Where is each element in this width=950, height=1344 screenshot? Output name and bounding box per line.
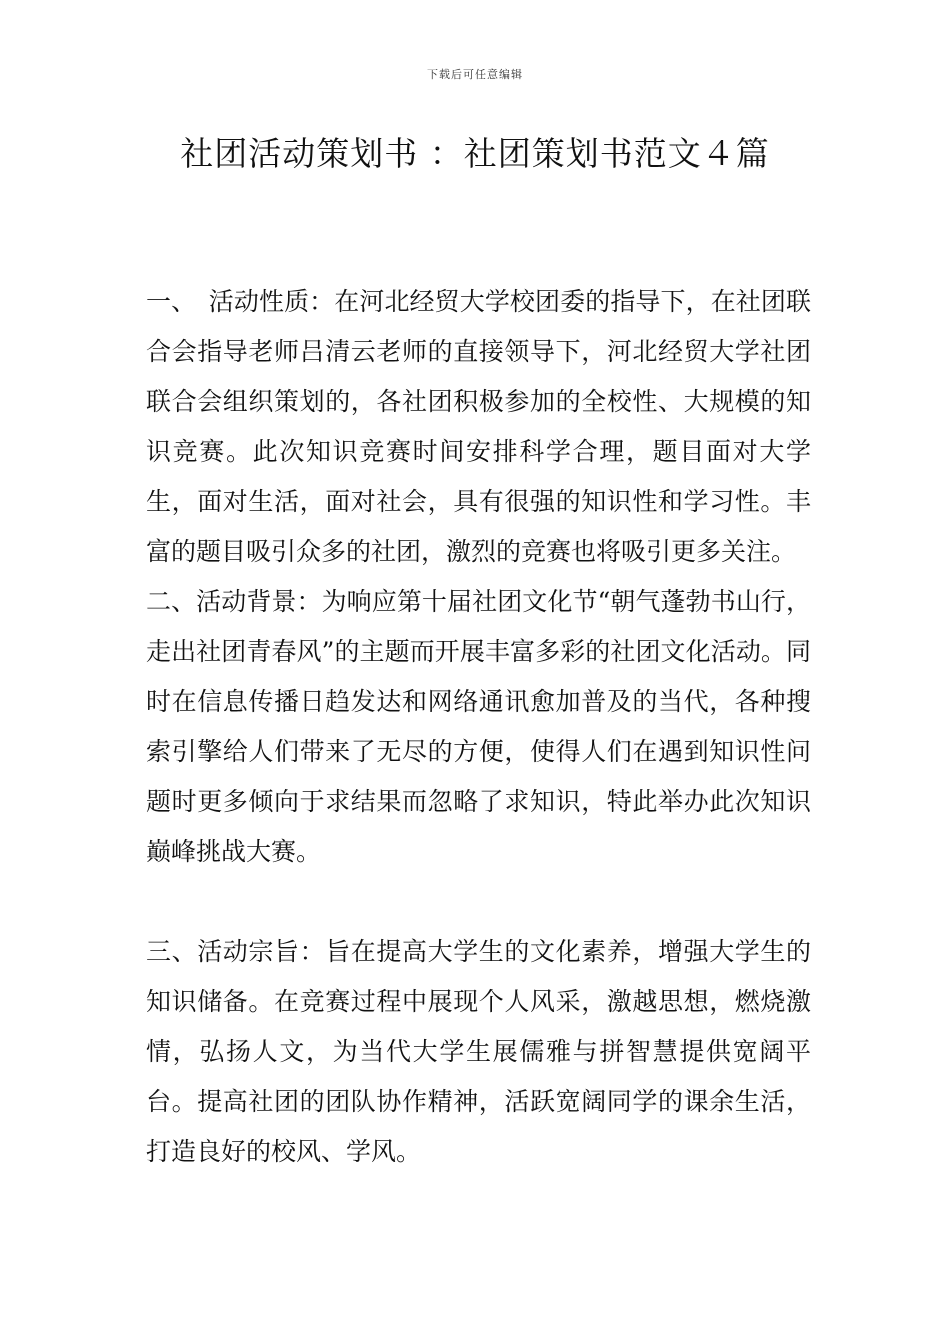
document-title: 社团活动策划书 ：社团策划书范文４篇 bbox=[180, 134, 770, 173]
paragraph-activity-background: 二、活动背景：为响应第十届社团文化节“朝气蓬勃书山行，走出社团青春风”的主题而开展丰富多彩的社团文化活动。同时在信息传播日趋发达和网络通讯愈加普及的当代，各种搜索引擎给人们带来了无尽的方便，使得人们在遇到知识性问题时更多倾向于求结果而忽略了求知识，特此举办此次知识巅峰挑战大赛。 bbox=[146, 587, 811, 866]
paragraph-activity-nature: 一、 活动性质：在河北经贸大学校团委的指导下，在社团联合会指导老师吕清云老师的直接领导下，河北经贸大学社团联合会组织策划的，各社团积极参加的全校性、大规模的知识竞赛。此次知识竞赛时间安排科学合理，题目面对大学生，面对生活，面对社会，具有很强的知识性和学习性。丰富的题目吸引众多的社团，激烈的竞赛也将吸引更多关注。 bbox=[146, 287, 811, 566]
header-note: 下载后可任意编辑 bbox=[427, 68, 523, 81]
document-body bbox=[146, 277, 811, 1177]
paragraph-activity-purpose: 三、活动宗旨：旨在提高大学生的文化素养，增强大学生的知识储备。在竞赛过程中展现个人风采，激越思想，燃烧激情，弘扬人文，为当代大学生展儒雅与拼智慧提供宽阔平台。提高社团的团队协作精神，活跃宽阔同学的课余生活，打造良好的校风、学风。 bbox=[146, 937, 811, 1166]
